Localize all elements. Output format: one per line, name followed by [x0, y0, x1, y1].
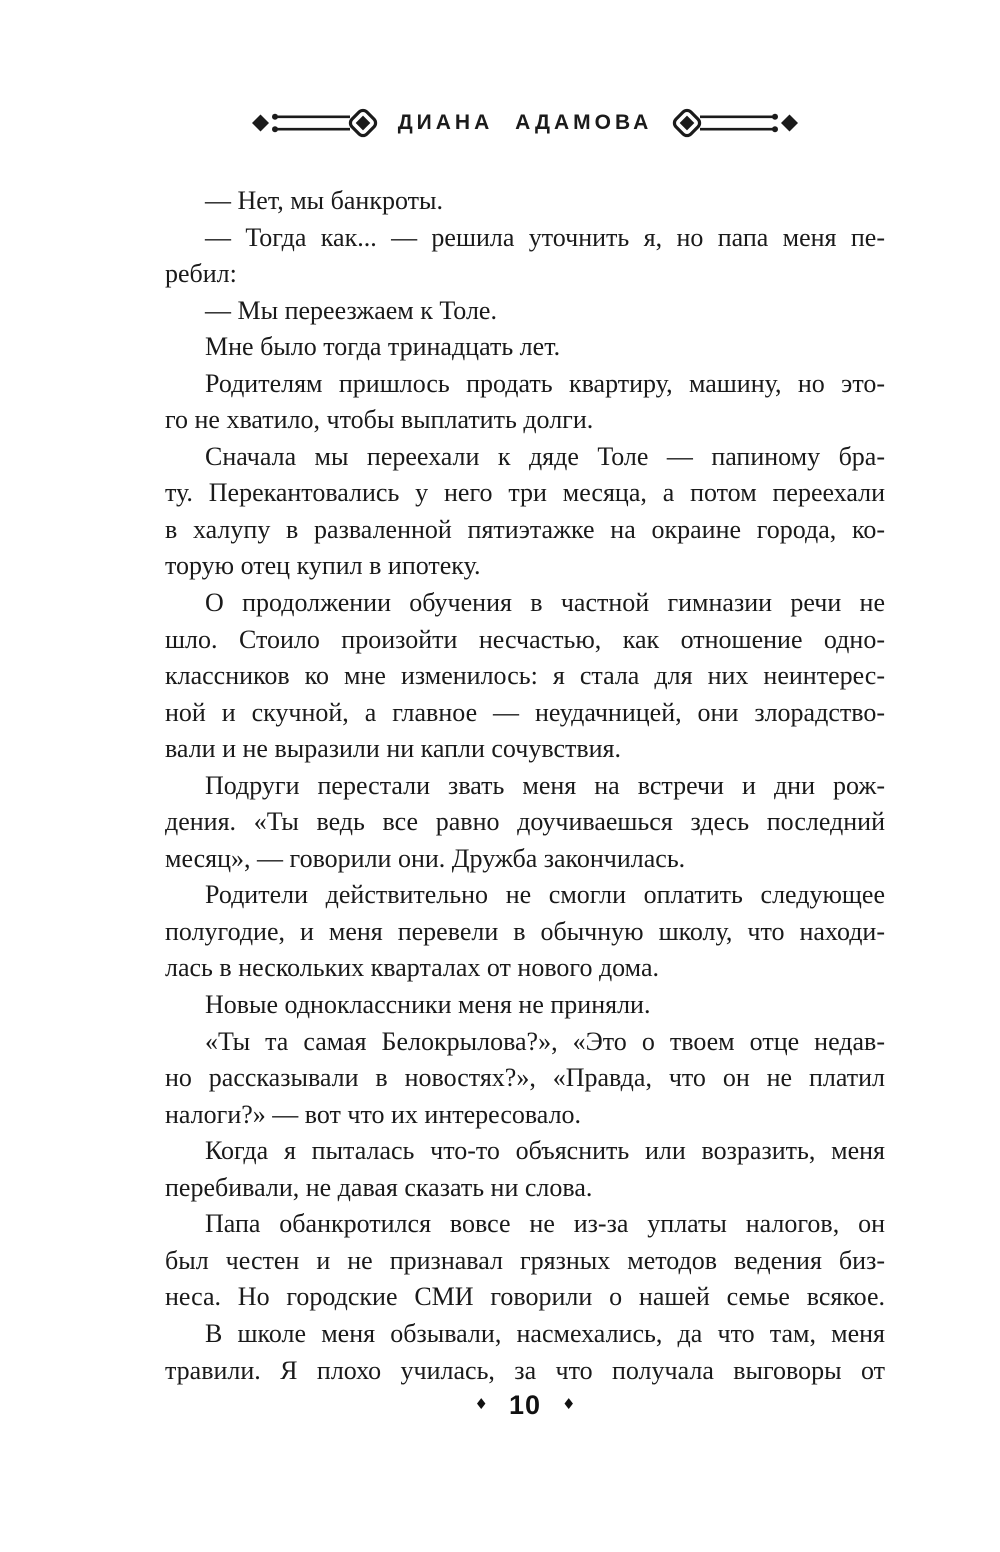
footer-diamond-right-icon: ♦ — [562, 1395, 576, 1413]
body-line: Папа обанкротился вовсе не из-за уплаты налогов, он — [205, 1209, 885, 1239]
body-line: ребил: — [165, 259, 237, 289]
body-line: Мне было тогда тринадцать лет. — [205, 332, 561, 362]
body-line: в халупу в разваленной пятиэтажке на окраине города, ко- — [165, 514, 885, 544]
body-line: вали и не выразили ни капли сочувствия. — [165, 734, 622, 764]
author-name: ДИАНА АДАМОВА — [397, 111, 653, 134]
body-line: был честен и не признавал грязных методов ведения биз- — [165, 1245, 885, 1275]
body-line: неса. Но городские СМИ говорили о нашей семье всякое. — [165, 1282, 885, 1312]
page-footer — [165, 1392, 885, 1419]
body-line: ту. Перекантовались у него три месяца, а потом переехали — [165, 478, 885, 508]
body-line: Родителям пришлось продать квартиру, машину, но это- — [205, 368, 885, 398]
body-line: — Нет, мы банкроты. — [205, 186, 443, 215]
body-line: но рассказывали в новостях?», «Правда, что он не платил — [165, 1063, 885, 1093]
body-line: «Ты та самая Белокрылова?», «Это о твоем отце недав- — [205, 1026, 885, 1056]
body-line: — Тогда как... — решила уточнить я, но папа меня пе- — [205, 222, 885, 252]
body-line: лась в нескольких кварталах от нового дома. — [165, 953, 659, 983]
page-number: 10 — [508, 1390, 542, 1420]
body-line: Сначала мы переехали к дяде Толе — папиному бра- — [205, 441, 885, 471]
header-ornament-left-icon — [251, 105, 381, 141]
page-header — [165, 99, 885, 147]
body-line: Когда я пыталась что-то объяснить или возразить, меня — [205, 1136, 885, 1166]
body-line: го не хватило, чтобы выплатить долги. — [165, 405, 594, 435]
footer-diamond-left-icon: ♦ — [474, 1395, 488, 1413]
body-line: полугодие, и меня перевели в обычную школу, что находи- — [165, 916, 885, 946]
body-line: классников ко мне изменилось: я стала для них неинтерес- — [165, 661, 885, 691]
header-ornament-right-icon — [669, 105, 799, 141]
body-line: шло. Стоило произойти несчастью, как отношение одно- — [165, 624, 885, 654]
body-line: ной и скучной, а главное — неудачницей, они злорадство- — [165, 697, 885, 727]
body-line: Новые одноклассники меня не приняли. — [205, 990, 651, 1020]
body-line: В школе меня обзывали, насмехались, да что там, меня — [205, 1318, 885, 1348]
body-text — [165, 183, 885, 1389]
body-line: торую отец купил в ипотеку. — [165, 551, 481, 581]
body-line: травили. Я плохо училась, за что получала выговоры от — [165, 1355, 885, 1385]
body-line: Родители действительно не смогли оплатить следующее — [205, 880, 885, 910]
body-line: — Мы переезжаем к Толе. — [205, 295, 497, 325]
body-line: Подруги перестали звать меня на встречи и дни рож- — [205, 770, 885, 800]
body-line: О продолжении обучения в частной гимназии речи не — [205, 588, 885, 618]
body-line: месяц», — говорили они. Дружба закончилась. — [165, 843, 686, 873]
body-line: налоги?» — вот что их интересовало. — [165, 1099, 582, 1129]
body-line: дения. «Ты ведь все равно доучиваешься здесь последний — [165, 807, 885, 837]
body-line: перебивали, не давая сказать ни слова. — [165, 1172, 593, 1202]
